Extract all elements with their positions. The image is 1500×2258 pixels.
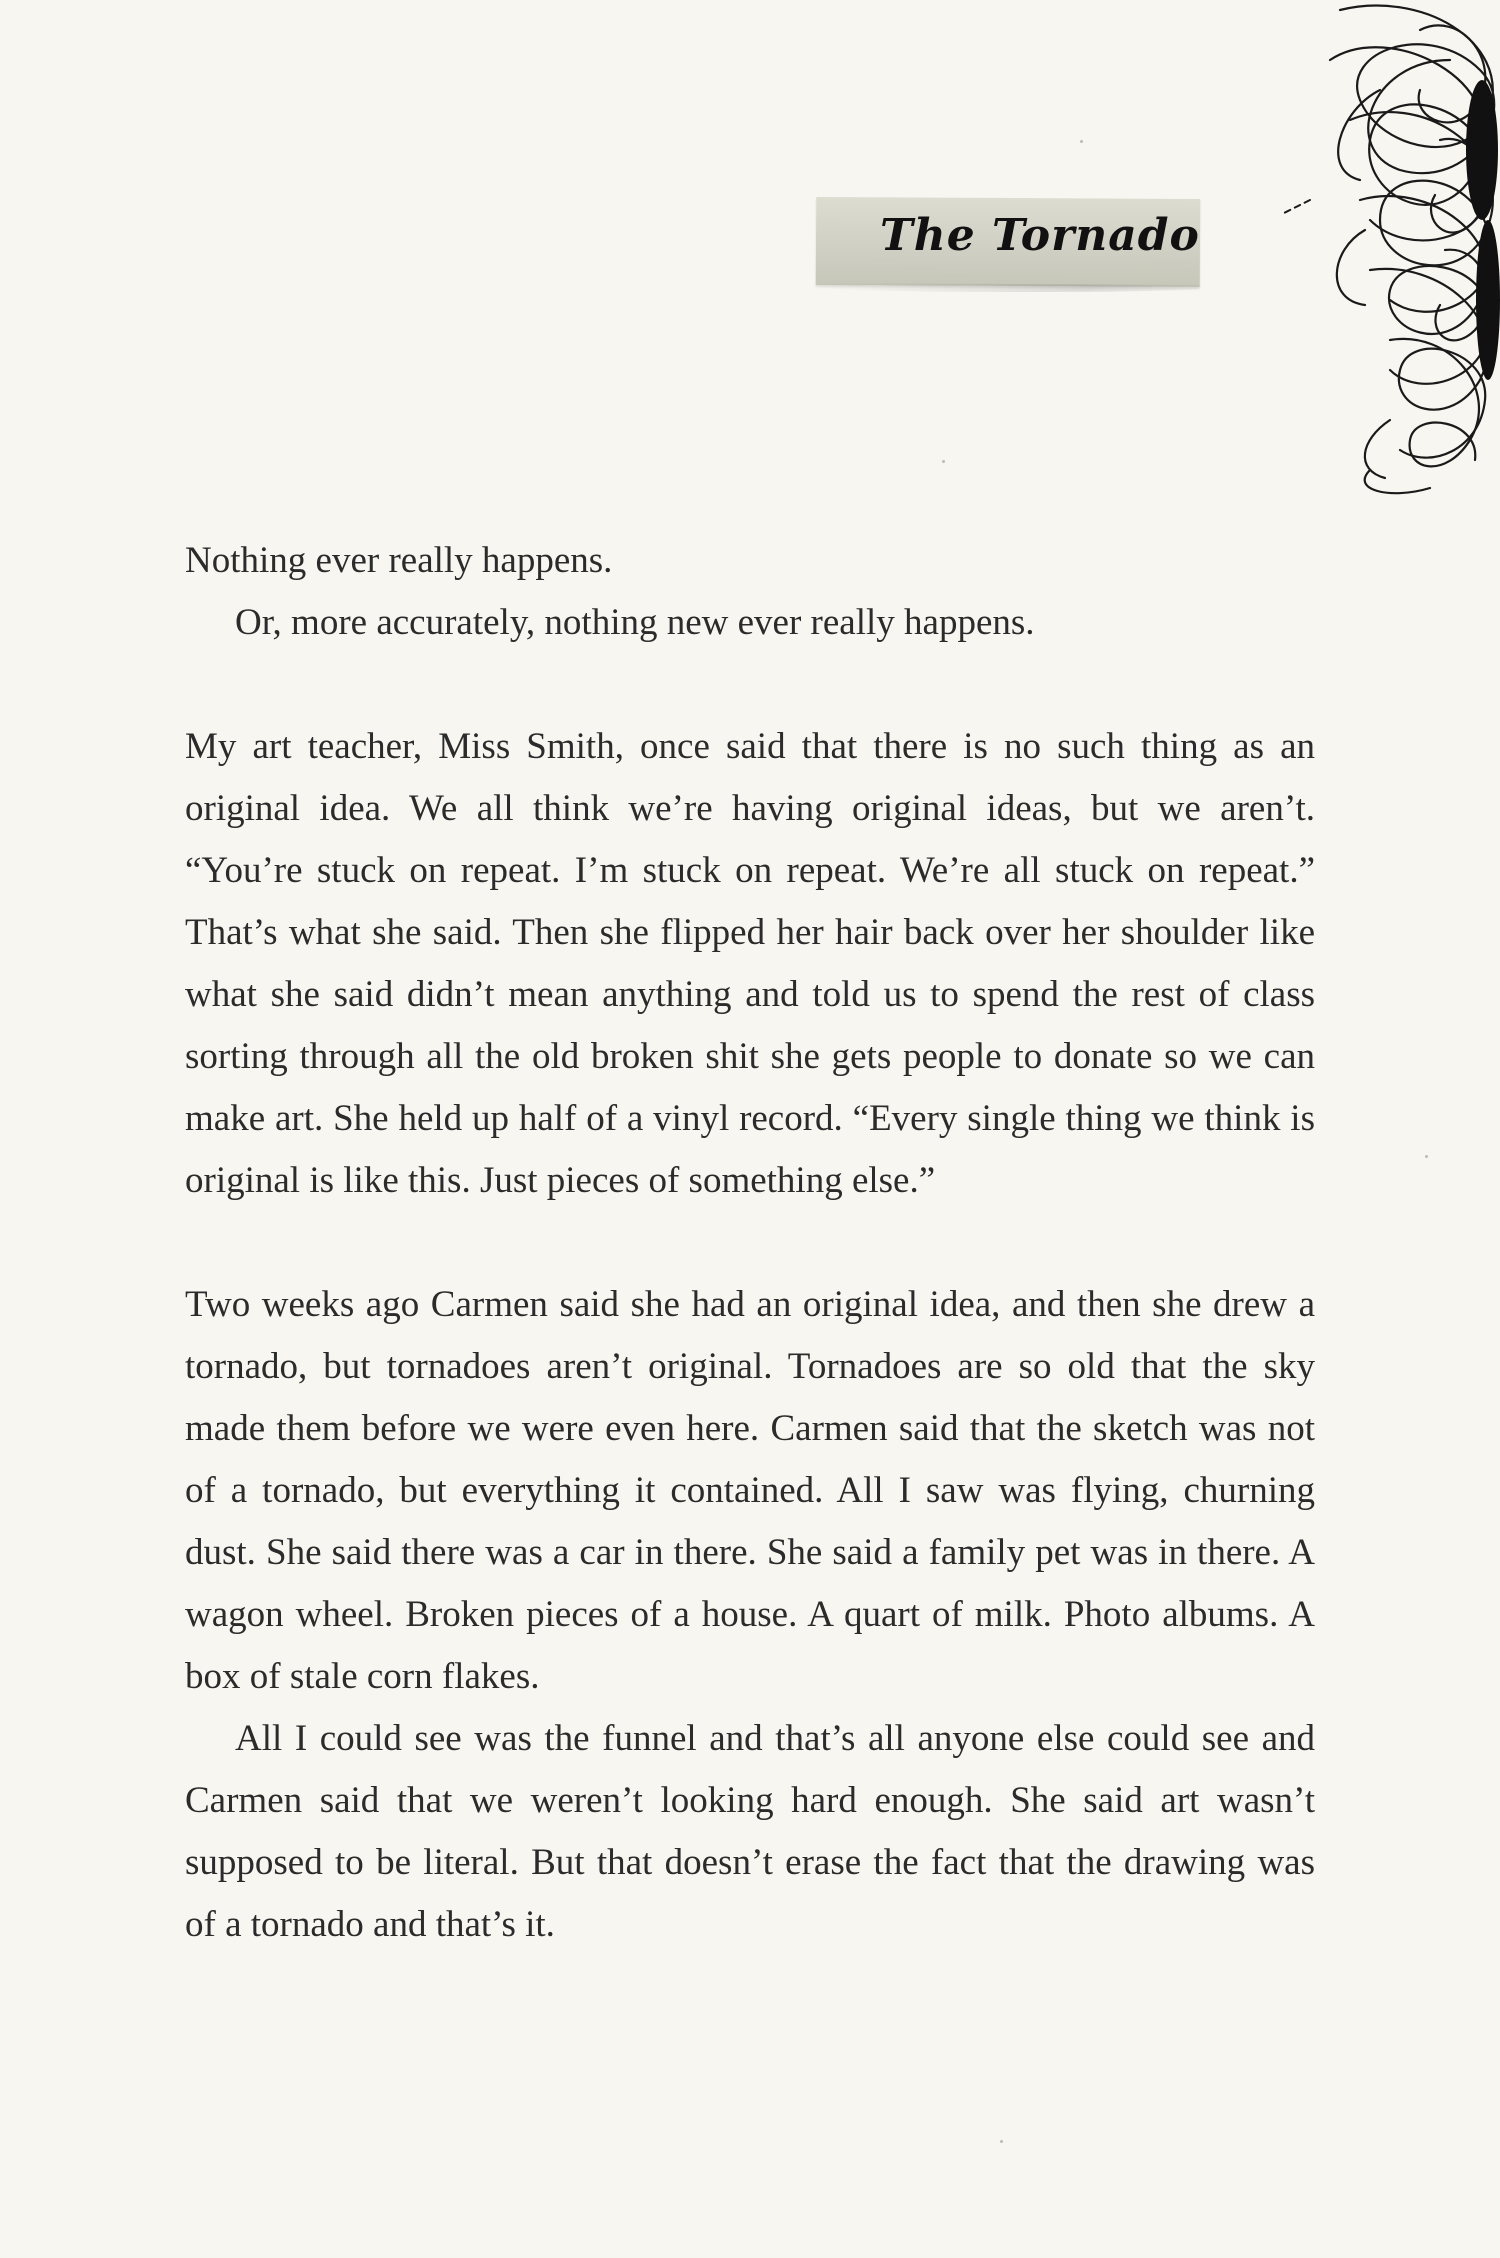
scan-speck: [942, 460, 945, 463]
paragraph: Two weeks ago Carmen said she had an original idea, and then she drew a tornado, but tornadoes aren’t original. Tornadoes are so old that the sky made them before we were even here. Carmen said that the sketch was not of a tornado, but everything it contained. All I saw was flying, churning dust. She said there was a car in there. She said a family pet was in there. A wagon wheel. Broken pieces of a house. A quart of milk. Photo albums. A box of stale corn flakes.: [185, 1284, 1315, 1697]
scan-speck: [1425, 1155, 1428, 1158]
scan-speck: [1080, 140, 1083, 143]
paragraph: All I could see was the funnel and that’s all anyone else could see and Carmen said that we weren’t looking hard enough. She said art wasn’t supposed to be literal. But that doesn’t erase the fact that the drawing was of a tornado and that’s it.: [185, 1718, 1315, 1945]
paragraph: Nothing ever really happens.: [185, 540, 613, 581]
paragraph: My art teacher, Miss Smith, once said that there is no such thing as an original idea. We all think we’re having original ideas, but we aren’t. “You’re stuck on repeat. I’m stuck on repeat. We’re all stuck on repeat.” That’s what she said. Then she flipped her hair back over her shoulder like what she said didn’t mean anything and told us to spend the rest of class sorting through all the old broken shit she gets people to donate so we can make art. She held up half of a vinyl record. “Every single thing we think is original is like this. Just pieces of something else.”: [185, 726, 1315, 1201]
chapter-title: The Tornado: [880, 210, 1200, 261]
body-text: [185, 530, 1315, 1956]
paragraph: Or, more accurately, nothing new ever really happens.: [235, 602, 1035, 643]
scan-speck: [1000, 2140, 1003, 2143]
tornado-scribble-icon: [1190, 0, 1500, 520]
